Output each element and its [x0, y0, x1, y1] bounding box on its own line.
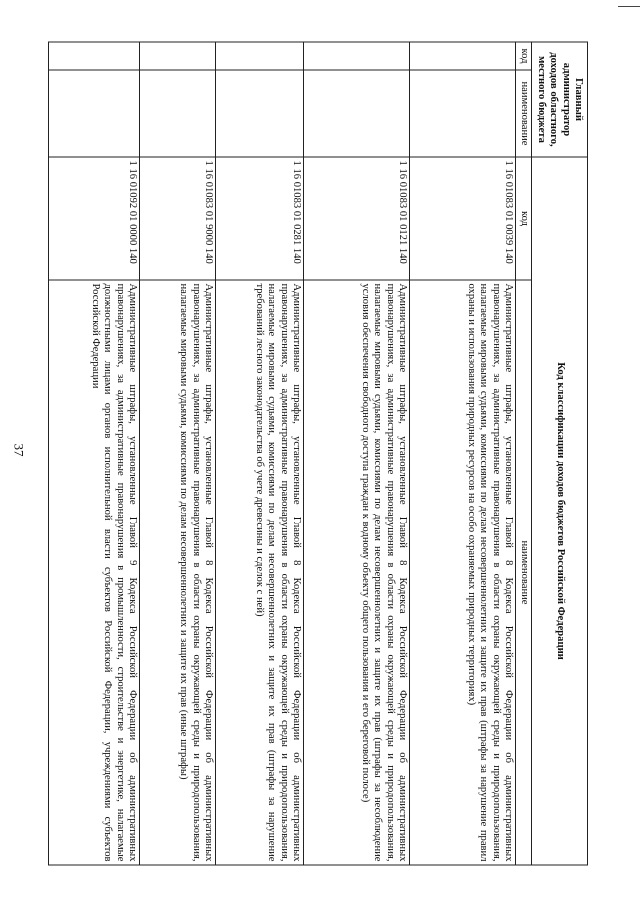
row-name: Административные штрафы, установленные Главой 8 Кодекса Российской Федерации об административных правонарушениях, за административные правонарушения в области охраны окружающей среды и природопользования, налагаемые мировыми судьями, комиссиями по делам несовершеннолетних и защите их прав (штрафы за нарушение требований лесного законодательства об учете древесины и сделок с ней): [216, 280, 304, 865]
subheader-name: наименование: [516, 280, 532, 865]
row-code: 1 16 01083 01 0039 140: [410, 157, 516, 280]
rotated-page: [52, 41, 588, 864]
row-admin-name: [140, 70, 216, 157]
page-number: 37: [11, 443, 27, 457]
row-admin-code: [49, 42, 140, 70]
table-row: [140, 42, 216, 865]
table-row: [49, 42, 140, 865]
row-code: 1 16 01092 01 0000 140: [49, 157, 140, 280]
row-name: Административные штрафы, установленные Главой 9 Кодекса Российской Федерации об административных правонарушениях, за административные правонарушения в промышленности, строительстве и энергетике, налагаемые должностными лицами органов исполнительной власти субъектов Российской Федерации, учреждениями субъектов Российской Федерации: [49, 280, 140, 865]
row-admin-name: [216, 70, 304, 157]
row-admin-code: [410, 42, 516, 70]
table-row: [410, 42, 516, 865]
row-name: Административные штрафы, установленные Главой 8 Кодекса Российской Федерации об административных правонарушениях, за административные правонарушения в области охраны окружающей среды и природопользования, налагаемые мировыми судьями, комиссиями по делам несовершеннолетних и защите их прав (иные штрафы): [140, 280, 216, 865]
revenue-classification-table: [49, 41, 589, 865]
subheader-admin-name: наименование: [516, 70, 532, 157]
row-admin-name: [304, 70, 410, 157]
row-name: Административные штрафы, установленные Главой 8 Кодекса Российской Федерации об административных правонарушениях, за административные правонарушения в области охраны окружающей среды и природопользования, налагаемые мировыми судьями, комиссиями по делам несовершеннолетних и защите их прав (штрафы за несоблюдение условия обеспечения свободного доступа граждан к водному объекту общего пользования и его береговой полосе): [304, 280, 410, 865]
subheader-code: код: [516, 157, 532, 280]
subheader-admin-code: код: [516, 42, 532, 70]
row-admin-code: [140, 42, 216, 70]
table-row: [216, 42, 304, 865]
header-classification-code: Код классификации доходов бюджетов Российской Федерации: [532, 157, 588, 865]
corner-mark: [618, 6, 640, 7]
row-admin-name: [49, 70, 140, 157]
row-code: 1 16 01083 01 0121 140: [304, 157, 410, 280]
row-name: Административные штрафы, установленные Главой 8 Кодекса Российской Федерации об административных правонарушениях, за административные правонарушения в области охраны окружающей среды и природопользования, налагаемые мировыми судьями, комиссиями по делам несовершеннолетних и защите их прав (штрафы за нарушение правил охраны и использования природных ресурсов на особо охраняемых природных территориях): [410, 280, 516, 865]
row-admin-code: [216, 42, 304, 70]
row-code: 1 16 01083 01 9000 140: [140, 157, 216, 280]
row-admin-code: [304, 42, 410, 70]
row-admin-name: [410, 70, 516, 157]
row-code: 1 16 01083 01 0281 140: [216, 157, 304, 280]
header-administrator: Главный администратор доходов областного, местного бюджета: [532, 42, 588, 157]
table-row: [304, 42, 410, 865]
